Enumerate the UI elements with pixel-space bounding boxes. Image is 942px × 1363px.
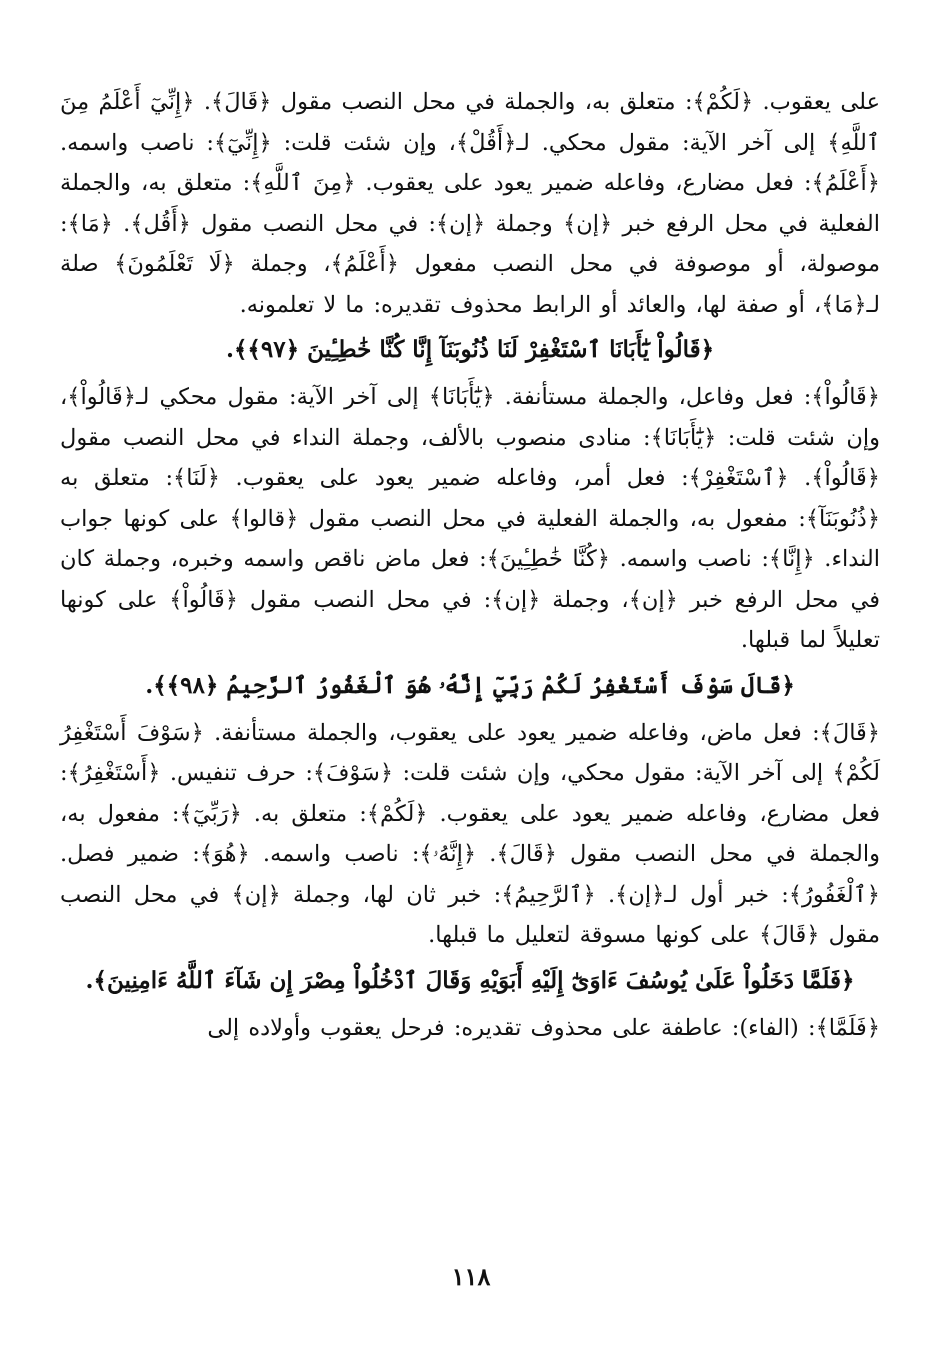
- paragraph-analysis-2: ﴿قَالُواْ﴾: فعل وفاعل، والجملة مستأنفة. ﴿يَٰٓأَبَانَا﴾ إلى آخر الآية: مقول محكي لـ﴿قَالُواْ﴾، وإن شئت قلت: ﴿يَٰٓأَبَانَا﴾: منادى منصوب بالألف، وجملة النداء في محل النصب مقول ﴿قَالُواْ﴾. ﴿ٱسْتَغْفِرْ﴾: فعل أمر، وفاعله ضمير يعود على يعقوب. ﴿لَنَا﴾: متعلق به ﴿ذُنُوبَنَآ﴾: مفعول به، والجملة الفعلية في محل النصب مقول ﴿قالوا﴾ على كونها جواب النداء. ﴿إِنَّا﴾: ناصب واسمه. ﴿كُنَّا خَٰطِـِٔينَ﴾: فعل ماض ناقص واسمه وخبره، وجملة كان في محل الرفع خبر ﴿إن﴾، وجملة ﴿إن﴾: في محل النصب مقول ﴿قَالُواْ﴾ على كونها تعليلاً لما قبلها.: [60, 384, 880, 653]
- quran-verse-98: ﴿قَالَ سَوْفَ أَسْتَغْفِرُ لَكُمْ رَبِّيٓ إِنَّهُۥ هُوَ ٱلْغَفُورُ ٱلرَّحِيمُ ﴿٩٨﴾﴾.: [145, 671, 795, 699]
- page-body: [60, 82, 880, 1048]
- paragraph-analysis-1: على يعقوب. ﴿لَكُمْ﴾: متعلق به، والجملة في محل النصب مقول ﴿قَالَ﴾. ﴿إِنِّيٓ أَعْلَمُ مِنَ ٱللَّهِ﴾ إلى آخر الآية: مقول محكي. لـ﴿أَقُلْ﴾، وإن شئت قلت: ﴿إِنِّيٓ﴾: ناصب واسمه. ﴿أَعْلَمُ﴾: فعل مضارع، وفاعله ضمير يعود على يعقوب. ﴿مِنَ ٱللَّهِ﴾: متعلق به، والجملة الفعلية في محل الرفع خبر ﴿إن﴾ وجملة ﴿إن﴾: في محل النصب مقول ﴿أَقُل﴾. ﴿مَا﴾: موصولة، أو موصوفة في محل النصب مفعول ﴿أَعْلَمُ﴾، وجملة ﴿لَا تَعْلَمُونَ﴾ صلة لـ﴿مَا﴾، أو صفة لها، والعائد أو الرابط محذوف تقديره: ما لا تعلمونه.: [60, 89, 880, 318]
- paragraph-analysis-4: ﴿فَلَمَّا﴾: (الفاء): عاطفة على محذوف تقديره: فرحل يعقوب وأولاده إلى: [207, 1014, 880, 1041]
- quran-verse-97: ﴿قَالُواْ يَٰٓأَبَانَا ٱسْتَغْفِرْ لَنَا ذُنُوبَنَآ إِنَّا كُنَّا خَٰطِـِٔينَ ﴿٩٧﴾﴾.: [225, 336, 715, 363]
- quran-verse-99: ﴿فَلَمَّا دَخَلُواْ عَلَىٰ يُوسُفَ ءَاوَىٰٓ إِلَيْهِ أَبَوَيْهِ وَقَالَ ٱدْخُلُواْ مِصْرَ إِن شَآءَ ٱللَّهُ ءَامِنِينَ﴾.: [85, 966, 855, 994]
- page-number: ١١٨: [451, 1262, 491, 1291]
- paragraph-analysis-3: ﴿قَالَ﴾: فعل ماض، وفاعله ضمير يعود على يعقوب، والجملة مستأنفة. ﴿سَوْفَ أَسْتَغْفِرُ لَكُمْ﴾ إلى آخر الآية: مقول محكي، وإن شئت قلت: ﴿سَوْفَ﴾: حرف تنفيس. ﴿أَسْتَغْفِرُ﴾: فعل مضارع، وفاعله ضمير يعود على يعقوب. ﴿لَكُمْ﴾: متعلق به. ﴿رَبِّيٓ﴾: مفعول به، والجملة في محل النصب مقول ﴿قَالَ﴾. ﴿إِنَّهُۥ﴾: ناصب واسمه. ﴿هُوَ﴾: ضمير فصل. ﴿ٱلْغَفُورُ﴾: خبر أول لـ﴿إن﴾. ﴿ٱلرَّحِيمُ﴾: خبر ثان لها، وجملة ﴿إن﴾ في محل النصب مقول ﴿قَالَ﴾ على كونها مسوقة لتعليل ما قبلها.: [60, 719, 880, 948]
